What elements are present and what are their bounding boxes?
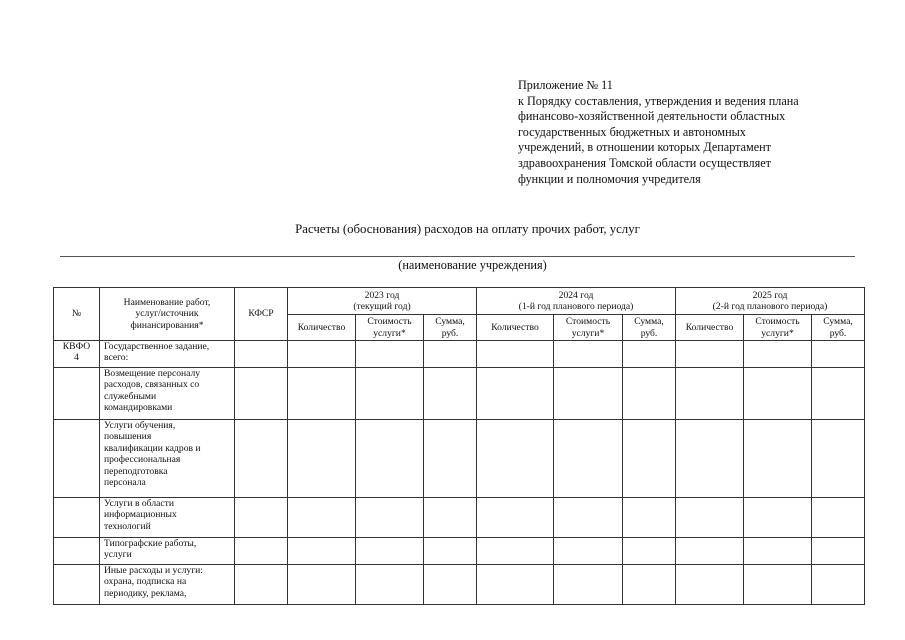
subheader-cost: Стоимость услуги*	[356, 315, 424, 341]
row-name-text: персонала	[104, 477, 146, 489]
quantity-cell[interactable]	[477, 498, 554, 538]
cost-cell[interactable]	[356, 368, 424, 420]
quantity-cell[interactable]	[288, 368, 356, 420]
quantity-cell[interactable]	[288, 498, 356, 538]
sum-cell[interactable]	[623, 368, 676, 420]
annex-line: здравоохранения Томской области осуществляет	[518, 155, 771, 170]
header-name: Наименование работ, услуг/источник финансирования*	[100, 288, 235, 341]
subheader-cost: Стоимость услуги*	[554, 315, 623, 341]
row-num-cell	[54, 420, 100, 498]
cost-cell[interactable]	[356, 565, 424, 605]
sum-cell[interactable]	[424, 538, 477, 565]
sum-cell[interactable]	[812, 565, 865, 605]
row-name-text: Иные расходы и услуги:	[104, 565, 203, 576]
header-year-2024: 2024 год (1-й год планового периода)	[477, 288, 676, 315]
subheader-sum: Сумма, руб.	[812, 315, 865, 341]
sum-cell[interactable]	[623, 498, 676, 538]
quantity-cell[interactable]	[288, 538, 356, 565]
cost-cell[interactable]	[744, 420, 812, 498]
row-name-cell	[100, 498, 235, 538]
institution-name-line[interactable]	[60, 256, 855, 257]
kfsr-cell[interactable]	[235, 565, 288, 605]
cost-cell[interactable]	[744, 498, 812, 538]
table-row	[54, 368, 865, 420]
table-body	[54, 341, 865, 605]
row-num-cell	[54, 538, 100, 565]
quantity-cell[interactable]	[477, 538, 554, 565]
row-name-text: всего:	[104, 352, 129, 364]
cost-cell[interactable]	[554, 565, 623, 605]
quantity-cell[interactable]	[676, 420, 744, 498]
sum-cell[interactable]	[424, 565, 477, 605]
annex-block	[518, 78, 858, 187]
row-name-cell	[100, 368, 235, 420]
subheader-sum: Сумма, руб.	[424, 315, 477, 341]
row-name-text: Типографские работы,	[104, 538, 197, 549]
sum-cell[interactable]	[812, 538, 865, 565]
row-name-text: повышения	[104, 431, 152, 443]
cost-cell[interactable]	[356, 341, 424, 368]
quantity-cell[interactable]	[288, 565, 356, 605]
row-name-text: служебными	[104, 390, 157, 402]
quantity-cell[interactable]	[477, 420, 554, 498]
header-kfsr: КФСР	[235, 288, 288, 341]
quantity-cell[interactable]	[676, 341, 744, 368]
cost-cell[interactable]	[356, 420, 424, 498]
row-num-cell	[54, 498, 100, 538]
quantity-cell[interactable]	[477, 368, 554, 420]
table-row	[54, 565, 865, 605]
quantity-cell[interactable]	[477, 341, 554, 368]
subheader-quantity: Количество	[676, 315, 744, 341]
row-name-cell	[100, 341, 235, 368]
cost-cell[interactable]	[554, 368, 623, 420]
cost-cell[interactable]	[356, 538, 424, 565]
annex-line: к Порядку составления, утверждения и ведения плана	[518, 93, 799, 108]
kfsr-cell[interactable]	[235, 538, 288, 565]
row-name-text: охрана, подписка на	[104, 576, 187, 588]
row-name-text: переподготовка	[104, 465, 168, 477]
cost-cell[interactable]	[744, 341, 812, 368]
row-name-text: командировками	[104, 402, 173, 414]
row-name-cell	[100, 420, 235, 498]
institution-caption: (наименование учреждения)	[398, 258, 547, 272]
annex-line: учреждений, в отношении которых Департамент	[518, 140, 772, 155]
row-name-cell	[100, 538, 235, 565]
row-name-text: расходов, связанных со	[104, 379, 200, 391]
table-row	[54, 498, 865, 538]
sum-cell[interactable]	[623, 565, 676, 605]
kfsr-cell[interactable]	[235, 341, 288, 368]
cost-cell[interactable]	[356, 498, 424, 538]
row-name-text: квалификации кадров и	[104, 442, 201, 454]
table-row	[54, 420, 865, 498]
table-row	[54, 341, 865, 368]
row-name-text: Возмещение персоналу	[104, 368, 201, 379]
row-name-text: информационных	[104, 509, 177, 521]
kfsr-cell[interactable]	[235, 498, 288, 538]
row-num-cell	[54, 565, 100, 605]
subheader-quantity: Количество	[288, 315, 356, 341]
quantity-cell[interactable]	[288, 420, 356, 498]
header-year-2025: 2025 год (2-й год планового периода)	[676, 288, 865, 315]
sum-cell[interactable]	[623, 420, 676, 498]
row-name-text: профессиональная	[104, 454, 181, 466]
table-row	[54, 538, 865, 565]
expense-table	[53, 287, 865, 605]
sum-cell[interactable]	[424, 368, 477, 420]
sum-cell[interactable]	[623, 341, 676, 368]
annex-line: функции и полномочия учредителя	[518, 171, 701, 186]
row-name-cell	[100, 565, 235, 605]
kfsr-cell[interactable]	[235, 420, 288, 498]
row-name-text: периодику, реклама,	[104, 587, 187, 599]
cost-cell[interactable]	[744, 565, 812, 605]
sum-cell[interactable]	[812, 498, 865, 538]
row-name-text: услуги	[104, 549, 132, 561]
quantity-cell[interactable]	[288, 341, 356, 368]
row-name-text: Услуги в области	[104, 498, 174, 509]
quantity-cell[interactable]	[676, 565, 744, 605]
sum-cell[interactable]	[424, 498, 477, 538]
header-num: №	[54, 288, 100, 341]
sum-cell[interactable]	[812, 368, 865, 420]
sum-cell[interactable]	[812, 341, 865, 368]
document-title: Расчеты (обоснования) расходов на оплату прочих работ, услуг	[295, 222, 640, 236]
sum-cell[interactable]	[424, 420, 477, 498]
kfsr-cell[interactable]	[235, 368, 288, 420]
annex-line: финансово-хозяйственной деятельности областных	[518, 109, 786, 124]
sum-cell[interactable]	[623, 538, 676, 565]
row-num-text: 4	[74, 352, 79, 364]
quantity-cell[interactable]	[477, 565, 554, 605]
cost-cell[interactable]	[554, 498, 623, 538]
cost-cell[interactable]	[744, 368, 812, 420]
cost-cell[interactable]	[554, 538, 623, 565]
row-num-cell	[54, 341, 100, 368]
cost-cell[interactable]	[744, 538, 812, 565]
cost-cell[interactable]	[554, 420, 623, 498]
cost-cell[interactable]	[554, 341, 623, 368]
row-name-text: технологий	[104, 520, 151, 532]
annex-line: государственных бюджетных и автономных	[518, 124, 746, 139]
sum-cell[interactable]	[424, 341, 477, 368]
quantity-cell[interactable]	[676, 538, 744, 565]
quantity-cell[interactable]	[676, 368, 744, 420]
subheader-cost: Стоимость услуги*	[744, 315, 812, 341]
row-num-text: КВФО	[62, 341, 91, 352]
row-name-text: Услуги обучения,	[104, 420, 176, 431]
annex-title: Приложение № 11	[518, 78, 613, 92]
row-num-cell	[54, 368, 100, 420]
subheader-quantity: Количество	[477, 315, 554, 341]
quantity-cell[interactable]	[676, 498, 744, 538]
subheader-sum: Сумма, руб.	[623, 315, 676, 341]
header-year-2023: 2023 год (текущий год)	[288, 288, 477, 315]
row-name-text: Государственное задание,	[104, 341, 210, 352]
sum-cell[interactable]	[812, 420, 865, 498]
